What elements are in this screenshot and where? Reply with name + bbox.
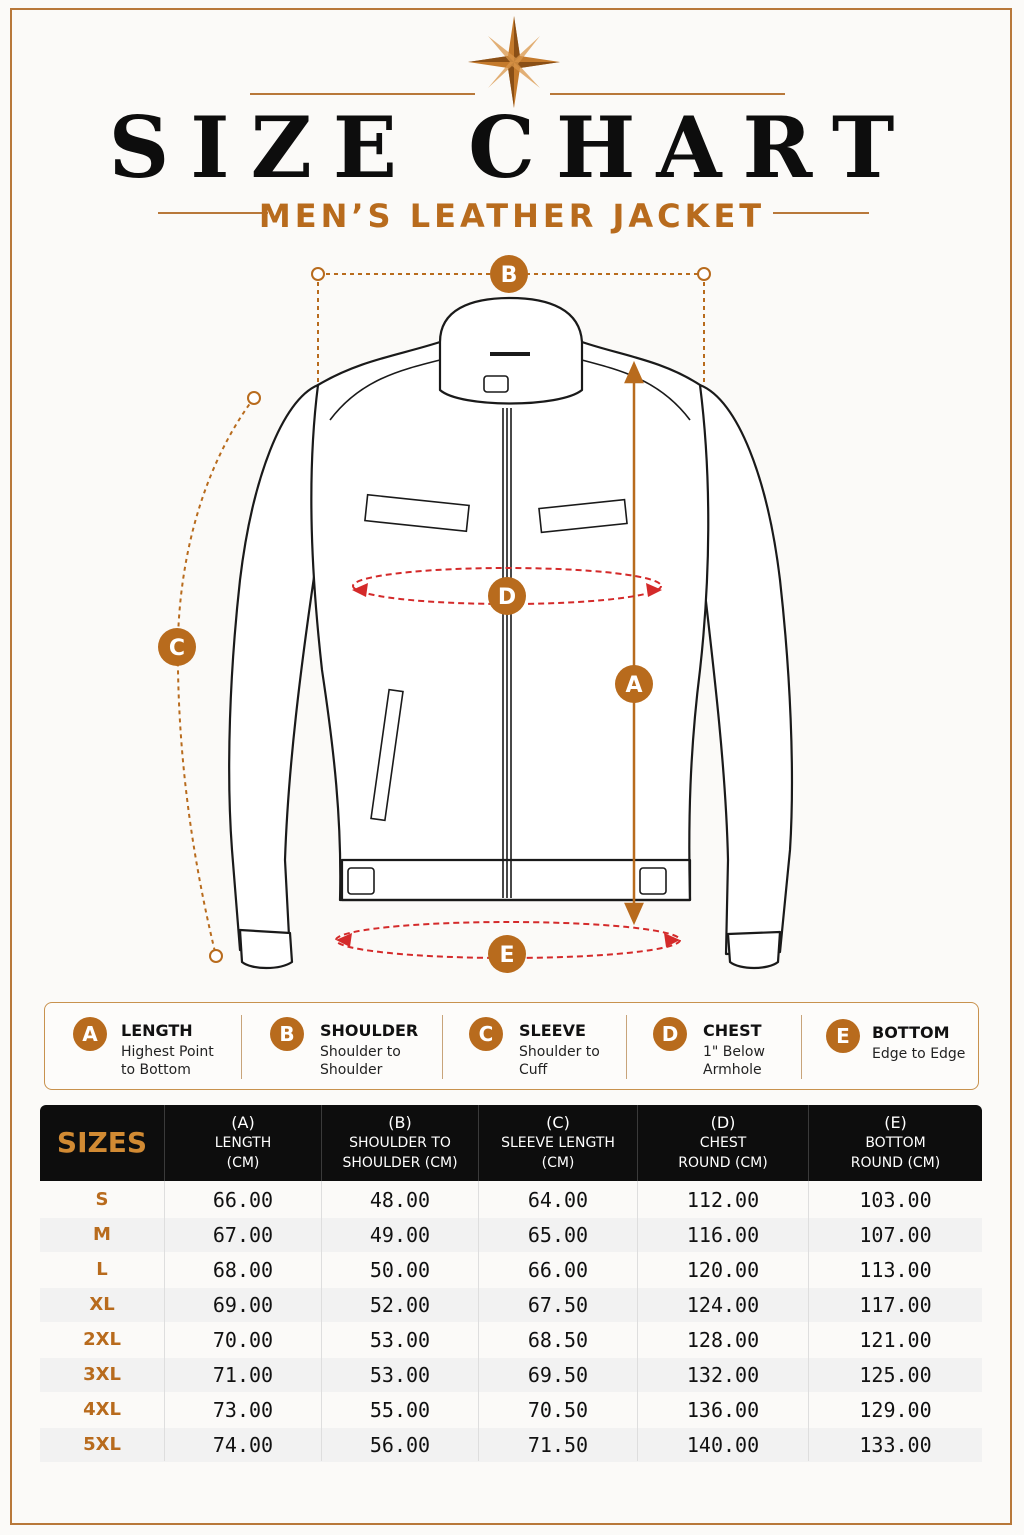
size-cell: 4XL: [83, 1399, 121, 1420]
legend-desc: Shoulder to Shoulder: [320, 1044, 401, 1078]
column-divider: [478, 1181, 479, 1461]
table-cell: 128.00: [686, 1328, 760, 1352]
table-row: [40, 1323, 982, 1357]
column-divider: [808, 1181, 809, 1461]
table-cell: 120.00: [686, 1258, 760, 1282]
table-cell: 52.00: [369, 1293, 431, 1317]
table-cell: 112.00: [686, 1188, 760, 1212]
table-cell: 53.00: [369, 1328, 431, 1352]
table-cell: 70.00: [212, 1328, 274, 1352]
size-cell: 5XL: [83, 1434, 121, 1455]
marker-d-badge: [488, 577, 526, 615]
column-header-bottom: [809, 1105, 982, 1181]
column-header-length: [165, 1105, 321, 1181]
legend-item-bottom: [802, 1003, 978, 1091]
table-cell: 67.00: [212, 1223, 274, 1247]
table-row: [40, 1288, 982, 1322]
size-cell: L: [96, 1259, 108, 1280]
legend-desc: Highest Point to Bottom: [121, 1044, 214, 1078]
size-cell: M: [93, 1224, 111, 1245]
legend-badge: D: [653, 1017, 687, 1051]
legend-badge: B: [270, 1017, 304, 1051]
legend-desc: Shoulder to Cuff: [519, 1044, 600, 1078]
marker-a: A: [625, 673, 643, 698]
measurement-legend: [44, 1002, 979, 1090]
column-label: LENGTH (CM): [214, 1135, 272, 1171]
column-code: (A): [231, 1113, 255, 1132]
table-cell: 53.00: [369, 1363, 431, 1387]
table-cell: 124.00: [686, 1293, 760, 1317]
column-code: (D): [710, 1113, 736, 1132]
table-cell: 103.00: [859, 1188, 932, 1212]
table-row: [40, 1218, 982, 1252]
marker-e: E: [499, 943, 515, 968]
legend-badge: E: [826, 1019, 860, 1053]
table-cell: 113.00: [859, 1258, 932, 1282]
left-sleeve: [229, 385, 318, 955]
marker-a-badge: [615, 665, 653, 703]
column-code: (C): [546, 1113, 570, 1132]
left-cuff: [240, 930, 292, 968]
legend-title: BOTTOM: [872, 1023, 950, 1042]
page-subtitle: MEN’S LEATHER JACKET: [258, 197, 766, 235]
title-rule-left: [250, 93, 475, 95]
marker-d: D: [497, 585, 517, 610]
table-row: [40, 1253, 982, 1287]
table-cell: 74.00: [212, 1433, 274, 1457]
table-cell: 71.50: [527, 1433, 589, 1457]
column-header-shoulder: [322, 1105, 478, 1181]
marker-c-badge: [158, 628, 196, 666]
table-row: [40, 1428, 982, 1462]
size-cell: 2XL: [83, 1329, 121, 1350]
table-cell: 68.50: [527, 1328, 589, 1352]
table-cell: 67.50: [527, 1293, 589, 1317]
column-label: SHOULDER TO SHOULDER (CM): [342, 1135, 458, 1171]
table-header: [40, 1105, 982, 1181]
table-cell: 133.00: [859, 1433, 932, 1457]
table-cell: 69.00: [212, 1293, 274, 1317]
legend-title: SHOULDER: [320, 1021, 419, 1040]
sizes-header: SIZES: [56, 1126, 148, 1159]
table-row: [40, 1358, 982, 1392]
table-cell: 55.00: [369, 1398, 431, 1422]
legend-title: LENGTH: [121, 1021, 193, 1040]
legend-item-chest: [627, 1003, 801, 1091]
marker-b: B: [500, 263, 518, 288]
right-cuff: [728, 932, 780, 968]
table-cell: 66.00: [212, 1188, 274, 1212]
legend-item-shoulder: [242, 1003, 442, 1091]
column-divider: [637, 1181, 638, 1461]
right-sleeve: [700, 385, 792, 954]
table-cell: 50.00: [369, 1258, 431, 1282]
table-cell: 125.00: [859, 1363, 932, 1387]
column-header-sleeve: [479, 1105, 637, 1181]
legend-item-sleeve: [443, 1003, 626, 1091]
table-cell: 117.00: [859, 1293, 932, 1317]
table-cell: 69.50: [527, 1363, 589, 1387]
legend-item-length: [45, 1003, 241, 1091]
marker-e-badge: [488, 935, 526, 973]
collar: [440, 298, 582, 404]
column-header-chest: [638, 1105, 808, 1181]
marker-b-badge: [490, 255, 528, 293]
table-cell: 116.00: [686, 1223, 760, 1247]
table-cell: 65.00: [527, 1223, 589, 1247]
table-cell: 70.50: [527, 1398, 589, 1422]
compass-star-icon: [466, 14, 562, 110]
table-cell: 132.00: [686, 1363, 760, 1387]
size-table: [40, 1105, 982, 1467]
table-cell: 48.00: [369, 1188, 431, 1212]
table-row: [40, 1183, 982, 1217]
column-label: CHEST ROUND (CM): [678, 1135, 768, 1171]
legend-desc: 1" Below Armhole: [703, 1044, 765, 1078]
table-cell: 49.00: [369, 1223, 431, 1247]
table-cell: 140.00: [686, 1433, 760, 1457]
column-code: (B): [388, 1113, 412, 1132]
size-cell: S: [95, 1189, 109, 1210]
page-title: SIZE CHART: [108, 98, 916, 197]
marker-c: C: [168, 636, 186, 661]
table-cell: 71.00: [212, 1363, 274, 1387]
column-label: BOTTOM ROUND (CM): [850, 1135, 941, 1171]
table-cell: 107.00: [859, 1223, 932, 1247]
subtitle-rule-right: [773, 212, 869, 214]
column-label: SLEEVE LENGTH (CM): [501, 1135, 615, 1171]
title-rule-right: [550, 93, 785, 95]
size-cell: XL: [89, 1294, 115, 1315]
table-cell: 56.00: [369, 1433, 431, 1457]
subtitle-row: [0, 196, 1024, 236]
table-cell: 66.00: [527, 1258, 589, 1282]
legend-desc: Edge to Edge: [872, 1046, 966, 1062]
table-cell: 64.00: [527, 1188, 589, 1212]
size-cell: 3XL: [83, 1364, 121, 1385]
jacket-diagram: [0, 250, 1024, 990]
column-divider: [321, 1181, 322, 1461]
legend-badge: C: [469, 1017, 503, 1051]
column-code: (E): [884, 1113, 907, 1132]
legend-badge: A: [73, 1017, 107, 1051]
table-cell: 68.00: [212, 1258, 274, 1282]
table-row: [40, 1393, 982, 1427]
table-cell: 121.00: [859, 1328, 932, 1352]
legend-title: SLEEVE: [519, 1021, 586, 1040]
column-divider: [164, 1181, 165, 1461]
table-cell: 73.00: [212, 1398, 274, 1422]
table-cell: 129.00: [859, 1398, 932, 1422]
table-cell: 136.00: [686, 1398, 760, 1422]
legend-title: CHEST: [703, 1021, 762, 1040]
